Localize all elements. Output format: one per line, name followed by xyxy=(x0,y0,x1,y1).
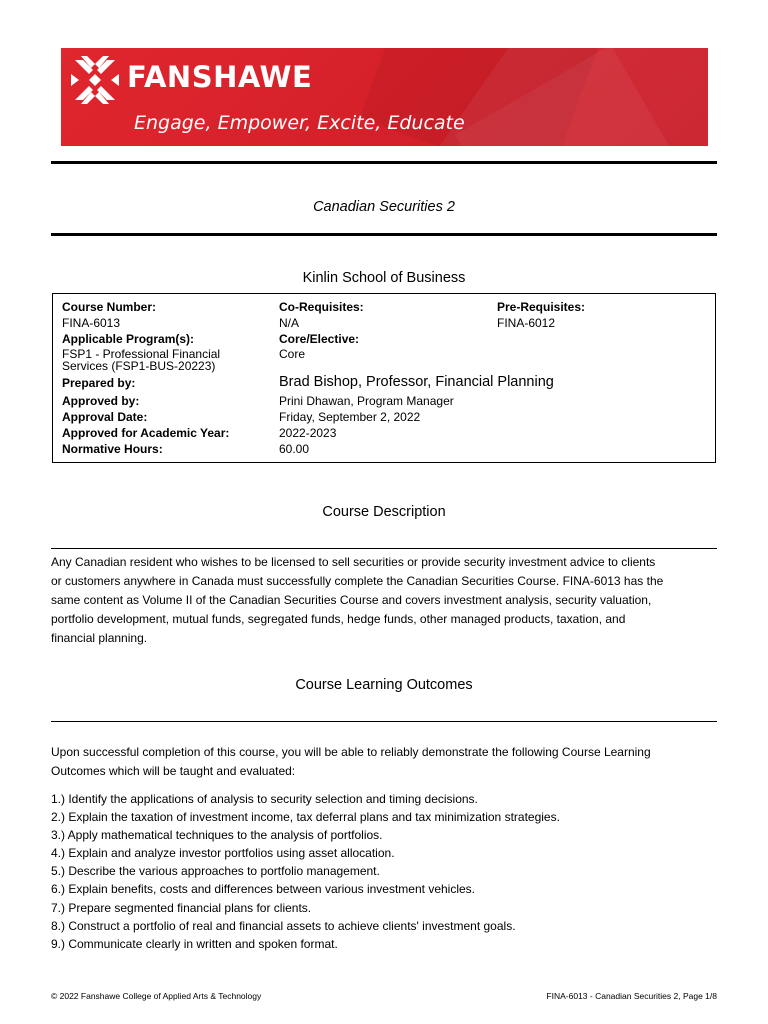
prepared-by-label: Prepared by: xyxy=(62,376,136,390)
course-title: Canadian Securities 2 xyxy=(313,199,455,215)
brand-tagline: Engage, Empower, Excite, Educate xyxy=(134,112,465,134)
divider xyxy=(51,233,717,236)
divider xyxy=(51,721,717,722)
approved-by-label: Approved by: xyxy=(62,394,140,408)
list-item: 7.) Prepare segmented financial plans for clients. xyxy=(51,900,312,915)
footer-page-info: FINA-6013 - Canadian Securities 2, Page 1/8 xyxy=(546,991,717,1001)
description-line: Any Canadian resident who wishes to be licensed to sell securities or provide security investment advice to clients xyxy=(51,555,656,569)
school-name: Kinlin School of Business xyxy=(302,270,466,286)
list-item: 3.) Apply mathematical techniques to the analysis of portfolios. xyxy=(51,828,383,843)
course-number-label: Course Number: xyxy=(62,300,157,314)
core-elective-label: Core/Elective: xyxy=(279,332,360,346)
brand-name: FANSHAWE xyxy=(127,60,313,94)
learning-outcomes-list xyxy=(51,790,721,953)
list-item: 2.) Explain the taxation of investment income, tax deferral plans and tax minimization strategies. xyxy=(51,810,560,825)
approval-date-value: Friday, September 2, 2022 xyxy=(279,410,421,424)
academic-year-label: Approved for Academic Year: xyxy=(62,426,230,440)
coreq-value: N/A xyxy=(279,316,300,330)
divider xyxy=(51,161,717,164)
program-value-line2: Services (FSP1-BUS-20223) xyxy=(62,359,216,373)
normative-hours-label: Normative Hours: xyxy=(62,442,163,456)
program-value-line1: FSP1 - Professional Financial xyxy=(62,347,221,361)
course-description-heading: Course Description xyxy=(322,504,446,520)
course-info-box xyxy=(52,293,716,463)
academic-year-value: 2022-2023 xyxy=(279,426,337,440)
intro-line: Upon successful completion of this course, you will be able to reliably demonstrate the following Course Learning xyxy=(51,745,651,759)
normative-hours-value: 60.00 xyxy=(279,442,310,456)
prereq-value: FINA-6012 xyxy=(497,316,556,330)
list-item: 6.) Explain benefits, costs and differences between various investment vehicles. xyxy=(51,882,476,897)
list-item: 9.) Communicate clearly in written and spoken format. xyxy=(51,936,338,951)
coreq-label: Co-Requisites: xyxy=(279,300,364,314)
program-label: Applicable Program(s): xyxy=(62,332,195,346)
approved-by-value: Prini Dhawan, Program Manager xyxy=(279,394,454,408)
intro-line: Outcomes which will be taught and evaluated: xyxy=(51,764,296,778)
description-line: portfolio development, mutual funds, segregated funds, hedge funds, other managed products, taxation, and xyxy=(51,612,626,626)
core-elective-value: Core xyxy=(279,347,306,361)
prereq-label: Pre-Requisites: xyxy=(497,300,586,314)
course-number-value: FINA-6013 xyxy=(62,316,121,330)
learning-outcomes-heading: Course Learning Outcomes xyxy=(295,677,473,693)
description-line: same content as Volume II of the Canadian Securities Course and covers investment analysis, security valuation, xyxy=(51,593,652,607)
header-banner xyxy=(61,48,708,146)
prepared-by-value: Brad Bishop, Professor, Financial Planning xyxy=(279,374,554,390)
divider xyxy=(51,548,717,549)
footer-copyright: © 2022 Fanshawe College of Applied Arts & Technology xyxy=(51,991,262,1001)
course-description-text xyxy=(51,553,721,648)
outcomes-intro xyxy=(51,743,721,781)
approval-date-label: Approval Date: xyxy=(62,410,148,424)
description-line: or customers anywhere in Canada must successfully complete the Canadian Securities Course. FINA-6013 has the xyxy=(51,574,664,588)
list-item: 4.) Explain and analyze investor portfolios using asset allocation. xyxy=(51,846,395,861)
description-line: financial planning. xyxy=(51,631,148,645)
list-item: 8.) Construct a portfolio of real and financial assets to achieve clients' investment goals. xyxy=(51,918,516,933)
list-item: 5.) Describe the various approaches to portfolio management. xyxy=(51,864,380,879)
list-item: 1.) Identify the applications of analysis to security selection and timing decisions. xyxy=(51,792,478,806)
fanshawe-logo-icon xyxy=(69,54,121,106)
